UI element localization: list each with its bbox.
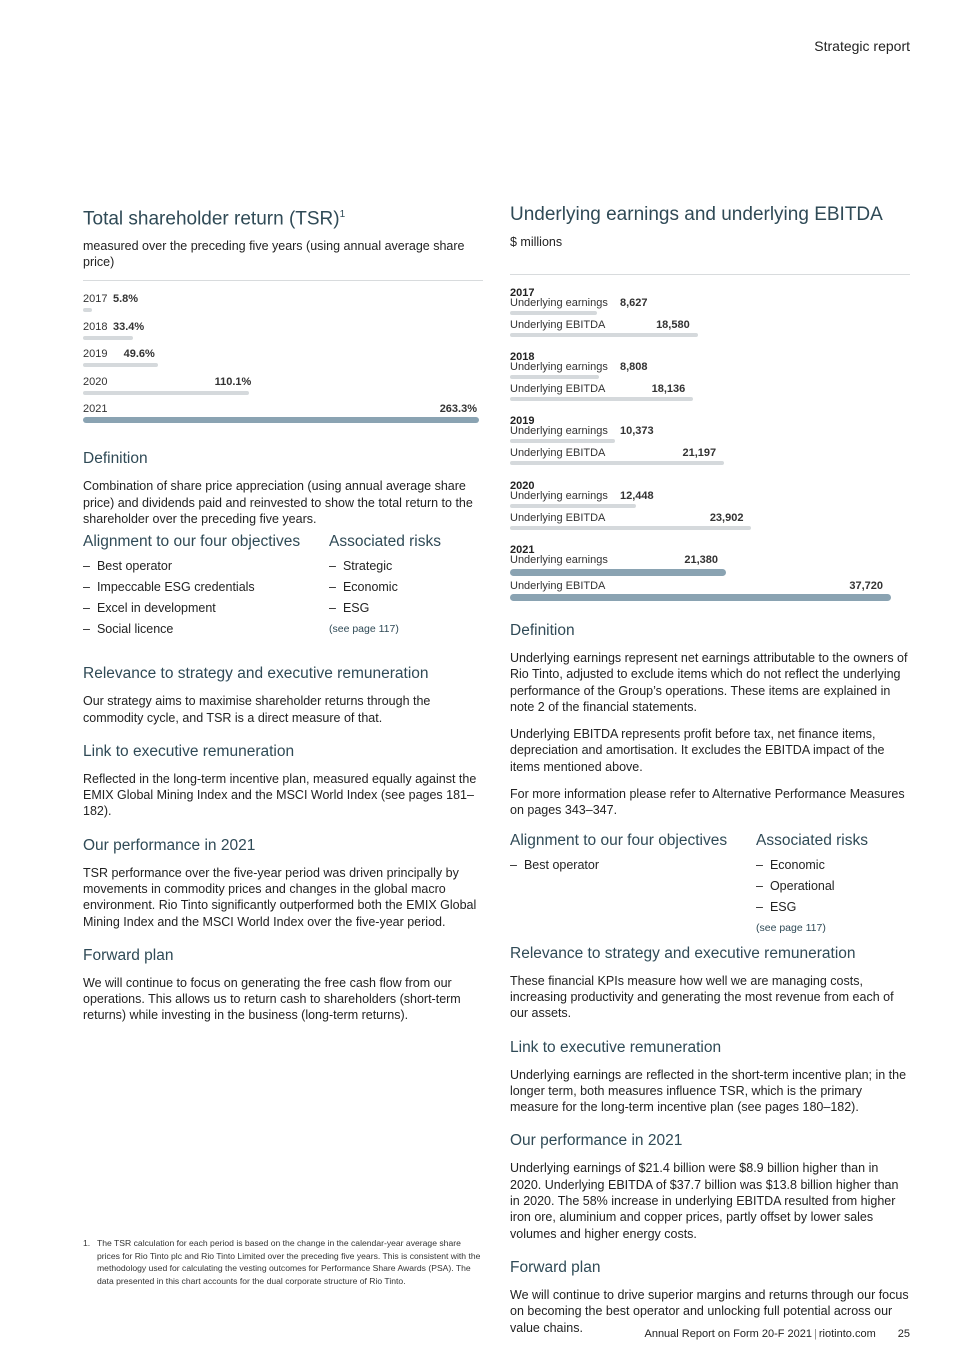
- page-number: 25: [897, 1328, 910, 1340]
- risk-item: – Strategic: [329, 556, 483, 577]
- risks-list: [329, 556, 483, 619]
- underlying-earnings-row: [510, 490, 910, 512]
- objectives-risks: [510, 831, 910, 934]
- series-label: Underlying earnings: [510, 361, 608, 373]
- underlying-ebitda-row: [510, 580, 910, 602]
- objective-item: – Best operator: [510, 855, 756, 876]
- underlying-earnings-row: [510, 554, 910, 576]
- series-label: Underlying EBITDA: [510, 383, 606, 395]
- tsr-footnote: [83, 1237, 483, 1287]
- tsr-bar: [83, 417, 479, 423]
- series-value-label: 8,808: [620, 361, 648, 373]
- ebitda-bar: [510, 333, 698, 337]
- earnings-bar: [510, 504, 636, 508]
- website-link[interactable]: riotinto.com: [818, 1328, 876, 1340]
- tsr-chart: [83, 293, 483, 439]
- earnings-bar: [510, 569, 726, 576]
- earnings-bar: [510, 311, 597, 315]
- tsr-row-2021: [83, 403, 483, 431]
- risks-block: [329, 532, 483, 640]
- series-label: Underlying earnings: [510, 554, 608, 566]
- series-value-label: 18,136: [651, 383, 686, 395]
- objectives-list: [510, 855, 756, 876]
- underlying-ebitda-row: [510, 512, 910, 534]
- underlying-ebitda-row: [510, 319, 910, 341]
- earnings-year-label: 2017: [510, 287, 535, 299]
- link-heading: Link to executive remuneration: [510, 1038, 722, 1056]
- series-value-label: 37,720: [849, 580, 884, 592]
- divider: [83, 280, 483, 281]
- objective-item: – Impeccable ESG credentials: [83, 577, 329, 598]
- objectives-heading: Alignment to our four objectives: [510, 831, 728, 849]
- objectives-risks: [83, 532, 483, 640]
- tsr-bar: [83, 308, 92, 312]
- tsr-bar: [83, 391, 249, 395]
- link-text: Underlying earnings are reflected in the short-term incentive plan; in the longer term, both measures influence TSR, which is the primary measure for the long-term incentive plan (see pages 180–182).: [510, 1067, 907, 1115]
- risk-item: – Operational: [756, 876, 910, 897]
- risks-block: [756, 831, 910, 934]
- ebitda-bar: [510, 526, 751, 530]
- earnings-group-2017: [510, 287, 910, 349]
- underlying-earnings-row: [510, 297, 910, 319]
- footer-separator: |: [814, 1328, 817, 1340]
- link-text: Reflected in the long-term incentive plan, measured equally against the EMIX Global Mining Index and the MSCI World Index (see pages 181–182).: [83, 771, 477, 819]
- earnings-bar: [510, 375, 599, 379]
- underlying-ebitda-row: [510, 447, 910, 469]
- risks-page-link[interactable]: (see page 117): [329, 623, 399, 636]
- objectives-list: [83, 556, 329, 640]
- risks-heading: Associated risks: [756, 831, 868, 849]
- tsr-year-label: 2019: [83, 348, 108, 361]
- forward-text: We will continue to drive superior margins and returns through our focus on becoming the best operator and unlocking full potential across our value chains.: [510, 1287, 909, 1335]
- definition-text: Combination of share price appreciation (using annual average share price) and dividends paid and reinvested to show the total return to the shareholder over the preceding five years.: [83, 479, 473, 526]
- link-heading: Link to executive remuneration: [83, 742, 295, 760]
- earnings-subtitle: $ millions: [510, 235, 563, 249]
- risks-heading: Associated risks: [329, 533, 441, 551]
- definition-text-2: Underlying EBITDA represents profit before tax, net finance items, depreciation and amortisation. It excludes the EBITDA impact of the items mentioned above.: [510, 727, 885, 774]
- definition-text-1: Underlying earnings represent net earnings attributable to the owners of Rio Tinto, adjusted to exclude items which do not reflect the underlying performance of the Group’s operations. These items are explained in note 2 of the financial statements.: [510, 651, 908, 714]
- tsr-row-2020: [83, 376, 483, 404]
- series-label: Underlying EBITDA: [510, 319, 606, 331]
- tsr-title: [83, 203, 483, 231]
- objective-item: – Excel in development: [83, 598, 329, 619]
- risk-item: – Economic: [329, 577, 483, 598]
- series-label: Underlying EBITDA: [510, 512, 606, 524]
- risks-page-link[interactable]: (see page 117): [756, 921, 826, 934]
- objective-item: – Social licence: [83, 619, 329, 640]
- earnings-group-2018: [510, 351, 910, 413]
- ebitda-bar: [510, 461, 724, 465]
- ebitda-bar: [510, 397, 693, 401]
- relevance-text: These financial KPIs measure how well we are managing costs, increasing productivity and generating the most revenue from each of our assets.: [510, 973, 894, 1021]
- definition-heading: Definition: [510, 622, 575, 639]
- series-label: Underlying earnings: [510, 297, 608, 309]
- earnings-year-label: 2021: [510, 544, 535, 556]
- underlying-earnings-row: [510, 361, 910, 383]
- series-value-label: 12,448: [620, 490, 654, 502]
- series-value-label: 8,627: [620, 297, 648, 309]
- risk-item: – ESG: [756, 897, 910, 918]
- earnings-group-2019: [510, 415, 910, 477]
- performance-text: TSR performance over the five-year period was driven principally by movements in commodity prices and changes in the global macro environment. Rio Tinto significantly outperformed both the EMIX Global Mining Index and the MSCI World Index over the five-year period.: [83, 865, 477, 929]
- tsr-bar: [83, 363, 158, 367]
- tsr-bar: [83, 336, 133, 340]
- objectives-block: [83, 532, 329, 640]
- definition-text-3: For more information please refer to Alternative Performance Measures on pages 343–347.: [510, 787, 905, 818]
- forward-heading: Forward plan: [83, 946, 174, 964]
- performance-heading: Our performance in 2021: [83, 836, 256, 854]
- tsr-value-label: 33.4%: [113, 320, 145, 333]
- risk-item: – ESG: [329, 598, 483, 619]
- risk-item: – Economic: [756, 855, 910, 876]
- earnings-year-label: 2020: [510, 480, 535, 492]
- footnote-text: The TSR calculation for each period is based on the change in the calendar-year average share prices for Rio Tinto plc and Rio Tinto Limited over the preceding five years. This is consistent with the methodology used for calculating the vesting outcomes for Performance Share Awards (PSA). The data presented in this chart accounts for the dual corporate structure of Rio Tinto.: [97, 1238, 481, 1286]
- performance-text: Underlying earnings of $21.4 billion were $8.9 billion higher than in 2020. Underlying EBITDA of $37.7 billion was $13.8 billion higher than in 2020. The 58% increase in underlying EBITDA resulted from higher iron ore, aluminium and copper prices, partly offset by lower sales volumes and higher energy costs.: [510, 1161, 899, 1241]
- series-value-label: 10,373: [620, 425, 654, 437]
- tsr-year-label: 2021: [83, 403, 108, 416]
- earnings-group-2020: [510, 480, 910, 542]
- tsr-title-footnote-ref: 1: [339, 209, 346, 220]
- series-value-label: 18,580: [656, 319, 690, 331]
- tsr-value-label: 110.1%: [214, 375, 252, 388]
- tsr-row-2017: [83, 293, 483, 321]
- tsr-title-text: Total shareholder return (TSR): [83, 208, 340, 230]
- section-label: Strategic report: [814, 38, 910, 54]
- earnings-chart: [510, 287, 910, 617]
- forward-heading: Forward plan: [510, 1258, 601, 1276]
- forward-text: We will continue to focus on generating the free cash flow from our operations. This allows us to return cash to shareholders (short-term returns) while investing in the business (long-term returns).: [83, 975, 461, 1023]
- series-value-label: 23,902: [709, 512, 744, 524]
- footnote-number: 1.: [83, 1238, 91, 1248]
- objective-item: – Best operator: [83, 556, 329, 577]
- tsr-subtitle: measured over the preceding five years (using annual average share price): [83, 239, 465, 270]
- relevance-heading: Relevance to strategy and executive remuneration: [510, 944, 856, 962]
- tsr-year-label: 2018: [83, 320, 108, 333]
- earnings-column: [510, 203, 910, 1336]
- series-value-label: 21,197: [682, 447, 717, 459]
- tsr-year-label: 2020: [83, 375, 108, 388]
- page-footer: [644, 1328, 910, 1340]
- series-value-label: 21,380: [684, 554, 718, 566]
- risks-list: [756, 855, 910, 918]
- relevance-heading: Relevance to strategy and executive remuneration: [83, 665, 429, 683]
- series-label: Underlying EBITDA: [510, 447, 606, 459]
- underlying-earnings-row: [510, 425, 910, 447]
- definition-heading: Definition: [83, 450, 148, 468]
- objectives-block: [510, 831, 756, 934]
- relevance-text: Our strategy aims to maximise shareholder returns through the commodity cycle, and TSR is a direct measure of that.: [83, 694, 431, 725]
- series-label: Underlying EBITDA: [510, 580, 606, 592]
- earnings-year-label: 2019: [510, 415, 535, 427]
- earnings-year-label: 2018: [510, 351, 535, 363]
- underlying-ebitda-row: [510, 383, 910, 405]
- tsr-value-label: 263.3%: [439, 403, 477, 416]
- performance-heading: Our performance in 2021: [510, 1132, 683, 1150]
- earnings-bar: [510, 439, 615, 443]
- tsr-value-label: 5.8%: [113, 293, 139, 306]
- objectives-heading: Alignment to our four objectives: [83, 533, 301, 551]
- tsr-year-label: 2017: [83, 293, 108, 306]
- ebitda-bar: [510, 594, 891, 601]
- tsr-row-2019: [83, 348, 483, 376]
- tsr-row-2018: [83, 321, 483, 349]
- series-label: Underlying earnings: [510, 490, 608, 502]
- divider: [510, 274, 910, 275]
- earnings-title: Underlying earnings and underlying EBITDA: [510, 204, 883, 225]
- series-label: Underlying earnings: [510, 425, 608, 437]
- earnings-group-2021: [510, 544, 910, 606]
- report-name: Annual Report on Form 20-F 2021: [644, 1328, 813, 1340]
- tsr-column: [83, 203, 483, 1024]
- tsr-value-label: 49.6%: [123, 348, 155, 361]
